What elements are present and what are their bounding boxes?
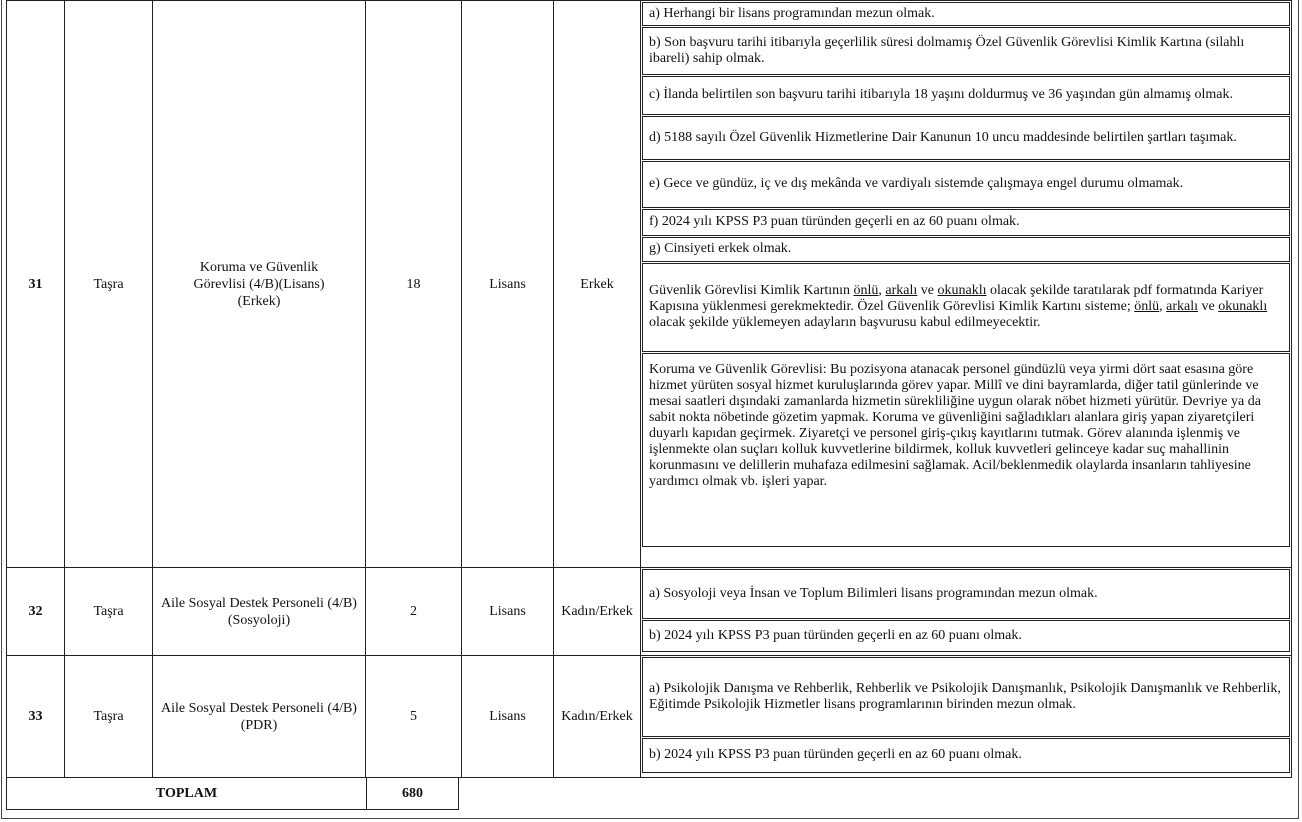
table-row	[7, 568, 1292, 656]
row-number: 31	[7, 1, 65, 568]
row-position-title: Aile Sosyal Destek Personeli (4/B)(Sosyoloji)	[153, 568, 366, 656]
row-location: Taşra	[65, 656, 153, 778]
total-table	[6, 777, 459, 810]
row-education: Lisans	[462, 656, 554, 778]
requirement-item: g) Cinsiyeti erkek olmak.	[642, 237, 1290, 262]
table-row	[7, 656, 1292, 778]
requirement-item: a) Psikolojik Danışma ve Rehberlik, Rehberlik ve Psikolojik Danışmanlık, Psikolojik Danışmanlık ve Rehberlik, Eğitimde Psikolojik Hizmetler lisans programlarının birinden mezun olmak.	[642, 657, 1290, 737]
row-location: Taşra	[65, 1, 153, 568]
card-upload-note: Güvenlik Görevlisi Kimlik Kartının önlü, arkalı ve okunaklı olacak şekilde taratılarak pdf formatında Kariyer Kapısına yüklenmesi gerekmektedir. Özel Güvenlik Görevlisi Kimlik Kartını sisteme; önlü, arkalı ve okunaklı olacak şekilde yüklemeyen adayların başvurusu kabul edilmeyecektir.	[642, 263, 1290, 352]
row-requirements	[641, 1, 1292, 568]
row-requirements	[641, 568, 1292, 656]
positions-table	[6, 0, 1292, 810]
row-requirements	[641, 656, 1292, 778]
requirement-item: a) Sosyoloji veya İnsan ve Toplum Bilimleri lisans programından mezun olmak.	[642, 569, 1290, 619]
requirement-item: b) 2024 yılı KPSS P3 puan türünden geçerli en az 60 puanı olmak.	[642, 738, 1290, 773]
row-education: Lisans	[462, 1, 554, 568]
requirement-item: e) Gece ve gündüz, iç ve dış mekânda ve vardiyalı sistemde çalışmaya engel durumu olmamak.	[642, 161, 1290, 208]
row-count: 5	[366, 656, 462, 778]
row-position-title: Koruma ve Güvenlik Görevlisi (4/B)(Lisans)(Erkek)	[153, 1, 366, 568]
requirement-item: b) Son başvuru tarihi itibarıyla geçerlilik süresi dolmamış Özel Güvenlik Görevlisi Kimlik Kartına (silahlı ibareli) sahip olmak.	[642, 27, 1290, 75]
row-gender: Kadın/Erkek	[554, 568, 641, 656]
requirement-item: b) 2024 yılı KPSS P3 puan türünden geçerli en az 60 puanı olmak.	[642, 620, 1290, 652]
row-number: 33	[7, 656, 65, 778]
row-position-title: Aile Sosyal Destek Personeli (4/B)(PDR)	[153, 656, 366, 778]
row-count: 2	[366, 568, 462, 656]
row-count: 18	[366, 1, 462, 568]
row-education: Lisans	[462, 568, 554, 656]
job-description: Koruma ve Güvenlik Görevlisi: Bu pozisyona atanacak personel gündüzlü veya yirmi dört saat esasına göre hizmet yürüten sosyal hizmet kuruluşlarında görev yapar. Millî ve dini bayramlarda, diğer tatil günlerinde ve mesai saatleri dışındaki zamanlarda hizmetin sürekliliğine uygun olarak nöbet hizmeti yürütür. Devriye ya da sabit nokta nöbetinde gözetim yapmak. Koruma ve güvenliğini sağladıkları alanlara giriş yapan ziyaretçileri duyarlı kapıdan geçirmek. Ziyaretçi ve personel giriş-çıkış kayıtlarını tutmak. Görev alanında işlenmiş ve işlenmekte olan suçları kolluk kuvvetlerine bildirmek, kolluk kuvvetleri gelinceye kadar suç mahallinin korunmasını ve delillerin muhafaza edilmesini sağlamak. Acil/beklenmedik olaylarda insanların tahliyesine yardımcı olmak vb. işleri yapar.	[642, 353, 1290, 547]
row-gender: Kadın/Erkek	[554, 656, 641, 778]
total-value: 680	[367, 778, 459, 810]
requirement-item: f) 2024 yılı KPSS P3 puan türünden geçerli en az 60 puanı olmak.	[642, 209, 1290, 236]
requirement-item: c) İlanda belirtilen son başvuru tarihi itibarıyla 18 yaşını doldurmuş ve 36 yaşından gün almamış olmak.	[642, 76, 1290, 115]
table-row	[7, 1, 1292, 568]
total-label: TOPLAM	[7, 778, 367, 810]
requirement-item: d) 5188 sayılı Özel Güvenlik Hizmetlerine Dair Kanunun 10 uncu maddesinde belirtilen şartları taşımak.	[642, 116, 1290, 160]
row-location: Taşra	[65, 568, 153, 656]
row-gender: Erkek	[554, 1, 641, 568]
requirement-item: a) Herhangi bir lisans programından mezun olmak.	[642, 2, 1290, 26]
row-number: 32	[7, 568, 65, 656]
